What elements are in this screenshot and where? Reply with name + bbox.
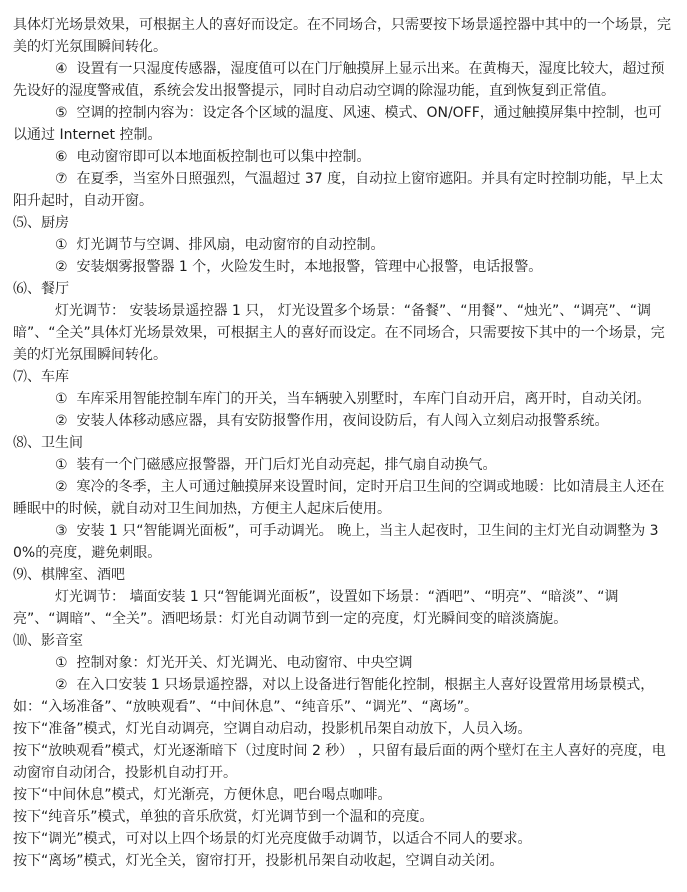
- paragraph-dining-lighting-scenes: 灯光调节： 安装场景遥控器 1 只， 灯光设置多个场景：“备餐”、“用餐”、“烛光”、“调亮”、“调暗”、“全关”具体灯光场景效果，可根据主人的喜好而设定。在不同场合，只需要按下其中的一个场景，完美的灯光氛围瞬间转化。: [13, 303, 665, 363]
- paragraph-theater-item-1-targets: ① 控制对象：灯光开关、灯光调光、电动窗帘、中央空调: [55, 655, 413, 671]
- paragraph-mode-dimming: 按下“调光”模式，可对以上四个场景的灯光亮度做手动调节，以适合不同人的要求。: [13, 831, 532, 847]
- section-heading-bathroom: ⑻、卫生间: [13, 435, 83, 451]
- paragraph-item-6-curtain-control: ⑥ 电动窗帘即可以本地面板控制也可以集中控制。: [55, 149, 371, 165]
- section-heading-garage: ⑺、车库: [13, 369, 69, 385]
- paragraph-kitchen-item-2-smoke-alarm: ② 安装烟雾报警器 1 个，火险发生时，本地报警，管理中心报警，电话报警。: [55, 259, 543, 275]
- paragraph-bathroom-item-1-door-sensor: ① 装有一个门磁感应报警器，开门后灯光自动亮起，排气扇自动换气。: [55, 457, 497, 473]
- section-heading-chess-room-bar: ⑼、棋牌室、酒吧: [13, 567, 125, 583]
- paragraph-mode-watching: 按下“放映观看”模式，灯光逐渐暗下（过度时间 2 秒） ，只留有最后面的两个壁灯在主人喜好的亮度，电动窗帘自动闭合，投影机自动打开。: [13, 743, 666, 781]
- paragraph-bathroom-item-3-dimmer: ③ 安装 1 只“智能调光面板”，可手动调光。 晚上，当主人起夜时，卫生间的主灯光自动调整为 30%的亮度，避免刺眼。: [13, 523, 659, 561]
- section-heading-home-theater: ⑽、影音室: [13, 633, 83, 649]
- paragraph-item-4-humidity-sensor: ④ 设置有一只湿度传感器，湿度值可以在门厅触摸屏上显示出来。在黄梅天，湿度比较大，超过预先设好的湿度警戒值，系统会发出报警提示，同时自动启动空调的除湿功能，直到恢复到正常值。: [13, 61, 665, 99]
- section-heading-dining-room: ⑹、餐厅: [13, 281, 69, 297]
- paragraph-bar-lighting-scenes: 灯光调节： 墙面安装 1 只“智能调光面板”，设置如下场景：“酒吧”、“明亮”、“暗淡”、“调亮”、“调暗”、“全关”。酒吧场景：灯光自动调节到一定的亮度，灯光瞬间变的暗淡旖旎。: [13, 589, 619, 627]
- paragraph-kitchen-item-1: ① 灯光调节与空调、排风扇，电动窗帘的自动控制。: [55, 237, 385, 253]
- paragraph-bathroom-item-2-heating: ② 寒冷的冬季，主人可通过触摸屏来设置时间，定时开启卫生间的空调或地暖：比如清晨主人还在睡眠中的时候，就自动对卫生间加热，方便主人起床后使用。: [13, 479, 665, 517]
- paragraph-garage-item-2-motion-sensor: ② 安装人体移动感应器，具有安防报警作用，夜间设防后，有人闯入立刻启动报警系统。: [55, 413, 609, 429]
- paragraph-item-5-ac-control: ⑤ 空调的控制内容为：设定各个区域的温度、风速、模式、ON/OFF，通过触摸屏集中控制，也可以通过 Internet 控制。: [13, 105, 662, 143]
- paragraph-mode-intermission: 按下“中间休息”模式，灯光渐亮，方便休息，吧台喝点咖啡。: [13, 787, 392, 803]
- paragraph-mode-prepare: 按下“准备”模式，灯光自动调亮，空调自动启动，投影机吊架自动放下，人员入场。: [13, 721, 532, 737]
- paragraph-lighting-scene-continuation: 具体灯光场景效果，可根据主人的喜好而设定。在不同场合，只需要按下场景遥控器中其中的一个场景，完美的灯光氛围瞬间转化。: [13, 17, 671, 55]
- section-heading-kitchen: ⑸、厨房: [13, 215, 69, 231]
- paragraph-theater-item-2-scene-modes: ② 在入口安装 1 只场景遥控器，对以上设备进行智能化控制，根据主人喜好设置常用场景模式，如：“入场准备”、“放映观看”、“中间休息”、“纯音乐”、“调光”、“离场”。: [13, 677, 655, 715]
- paragraph-garage-item-1-door: ① 车库采用智能控制车库门的开关，当车辆驶入别墅时，车库门自动开启，离开时，自动关闭。: [55, 391, 651, 407]
- paragraph-mode-music-only: 按下“纯音乐”模式，单独的音乐欣赏，灯光调节到一个温和的亮度。: [13, 809, 434, 825]
- paragraph-item-7-summer-shade: ⑦ 在夏季，当室外日照强烈，气温超过 37 度，自动拉上窗帘遮阳。并具有定时控制功能，早上太阳升起时，自动开窗。: [13, 171, 664, 209]
- paragraph-mode-leave: 按下“离场”模式，灯光全关，窗帘打开，投影机吊架自动收起，空调自动关闭。: [13, 853, 504, 869]
